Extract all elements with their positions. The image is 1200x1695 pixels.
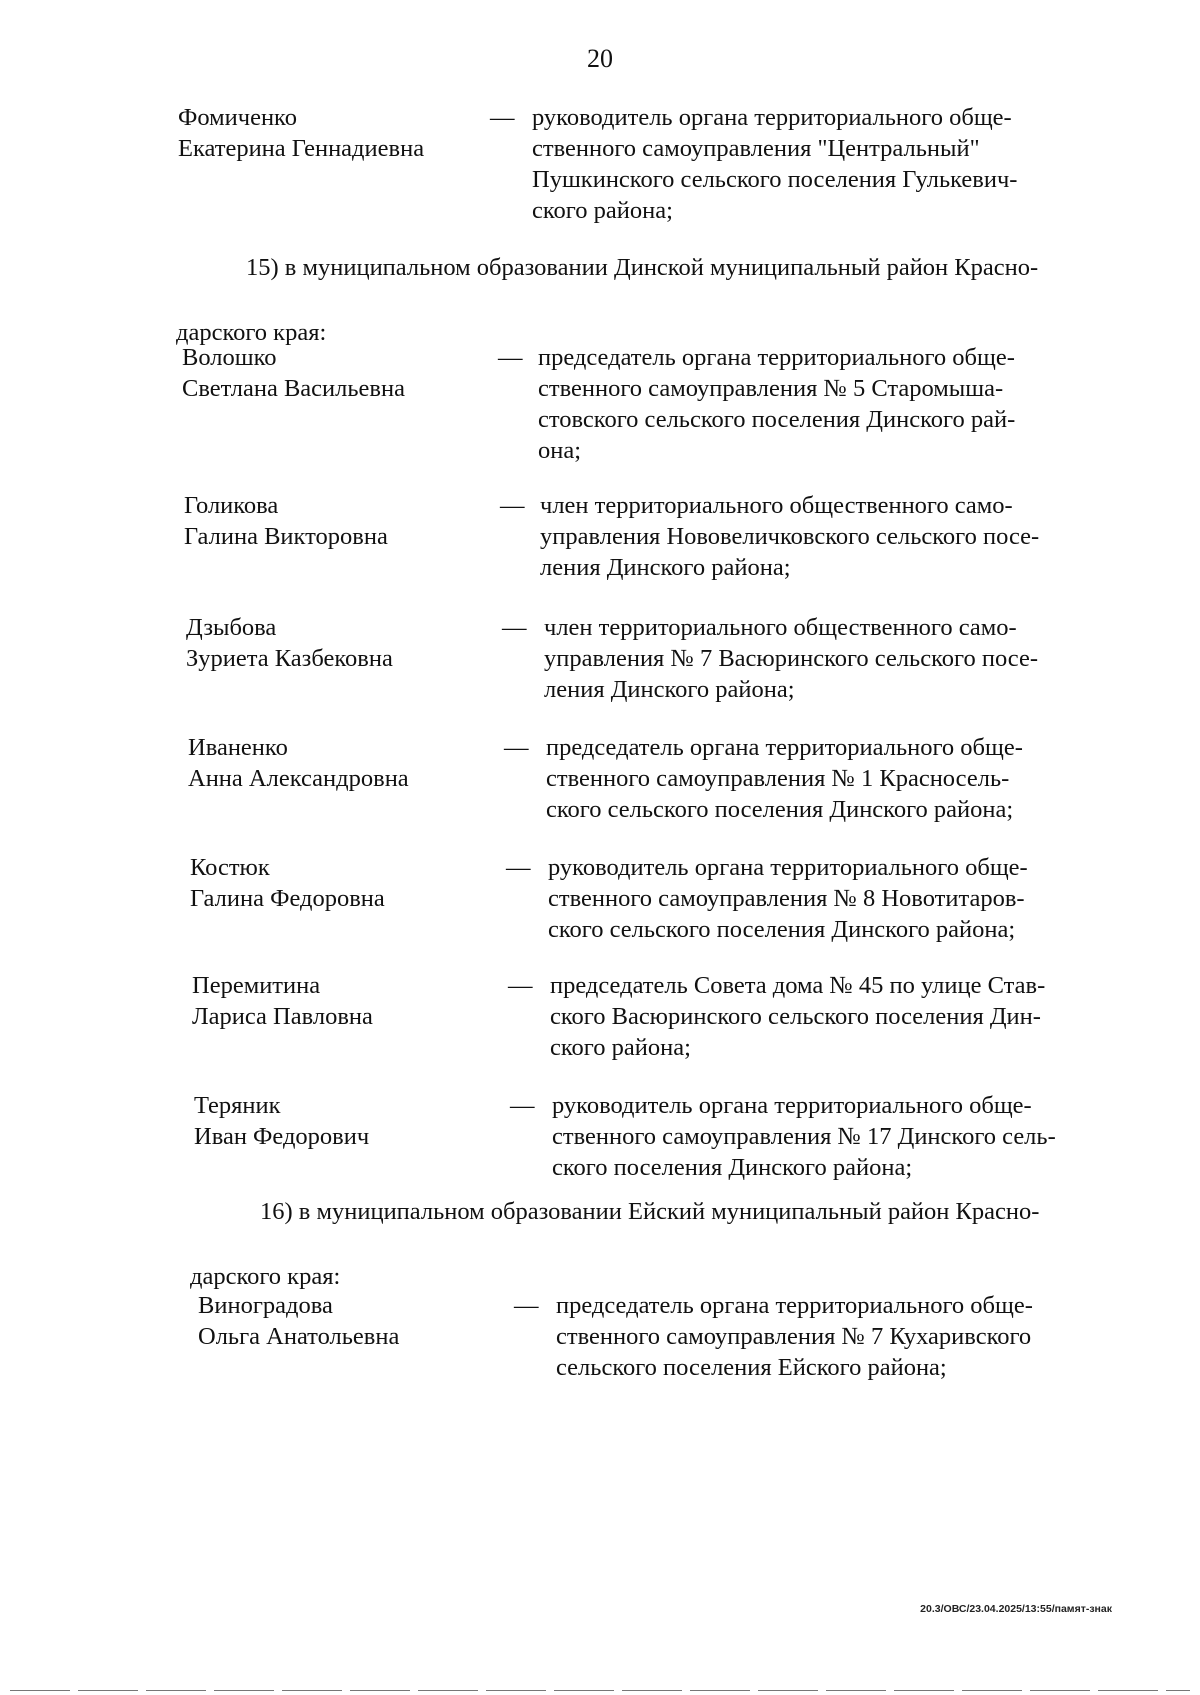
dash-separator: —: [498, 344, 523, 371]
section-heading-15: [176, 252, 1076, 348]
person-name: [178, 102, 498, 164]
position-line: ственного самоуправления № 17 Динского сель-: [552, 1123, 1056, 1150]
position-line: руководитель органа территориального обще-: [532, 104, 1012, 131]
person-name: [184, 490, 504, 552]
person-position: [540, 490, 1095, 583]
dash-separator: —: [508, 972, 533, 999]
position-line: председатель органа территориального обще-: [546, 734, 1023, 761]
person-position: [550, 970, 1105, 1063]
person-name: [190, 852, 510, 914]
section-heading-16: [190, 1196, 1090, 1292]
person-name: [198, 1290, 518, 1352]
person-surname: Виноградова: [198, 1292, 333, 1319]
person-position: [544, 612, 1099, 705]
position-line: председатель органа территориального обще-: [556, 1292, 1033, 1319]
person-given-names: Екатерина Геннадиевна: [178, 135, 425, 162]
position-line: ления Динского района;: [540, 554, 791, 581]
position-line: ления Динского района;: [544, 676, 795, 703]
position-line: стовского сельского поселения Динского рай-: [538, 406, 1016, 433]
person-surname: Иваненко: [188, 734, 288, 761]
position-line: ственного самоуправления "Центральный": [532, 135, 980, 162]
position-line: член территориального общественного само-: [540, 492, 1013, 519]
position-line: ственного самоуправления № 8 Новотитаров-: [548, 885, 1025, 912]
dash-separator: —: [514, 1292, 539, 1319]
dash-separator: —: [502, 614, 527, 641]
position-line: член территориального общественного само-: [544, 614, 1017, 641]
person-position: [532, 102, 1087, 226]
page-number: 20: [587, 44, 613, 73]
position-line: руководитель органа территориального обще-: [548, 854, 1028, 881]
position-line: ственного самоуправления № 7 Кухаривского: [556, 1323, 1032, 1350]
person-surname: Перемитина: [192, 972, 321, 999]
position-line: руководитель органа территориального обще-: [552, 1092, 1032, 1119]
person-given-names: Галина Федоровна: [190, 885, 385, 912]
position-line: управления № 7 Васюринского сельского посе-: [544, 645, 1039, 672]
person-given-names: Анна Александровна: [188, 765, 409, 792]
position-line: ского района;: [532, 197, 673, 224]
position-line: ского сельского поселения Динского района;: [548, 916, 1016, 943]
section-heading-continuation: дарского края:: [190, 1263, 341, 1290]
person-given-names: Светлана Васильевна: [182, 375, 405, 402]
person-position: [548, 852, 1103, 945]
section-heading-continuation: дарского края:: [176, 319, 327, 346]
position-line: ского района;: [550, 1034, 691, 1061]
person-surname: Волошко: [182, 344, 277, 371]
person-surname: Дзыбова: [186, 614, 277, 641]
dash-separator: —: [510, 1092, 535, 1119]
person-given-names: Иван Федорович: [194, 1123, 370, 1150]
person-surname: Голикова: [184, 492, 279, 519]
person-name: [192, 970, 512, 1032]
person-given-names: Галина Викторовна: [184, 523, 388, 550]
person-position: [556, 1290, 1111, 1383]
position-line: председатель органа территориального обще-: [538, 344, 1015, 371]
page-bottom-rule: [10, 1690, 1190, 1691]
dash-separator: —: [506, 854, 531, 881]
person-name: [186, 612, 506, 674]
position-line: ственного самоуправления № 1 Красносель-: [546, 765, 1010, 792]
person-position: [538, 342, 1093, 466]
dash-separator: —: [490, 104, 515, 131]
position-line: ского сельского поселения Динского района;: [546, 796, 1014, 823]
position-line: ского поселения Динского района;: [552, 1154, 913, 1181]
position-line: ственного самоуправления № 5 Старомыша-: [538, 375, 1004, 402]
person-surname: Фомиченко: [178, 104, 297, 131]
dash-separator: —: [504, 734, 529, 761]
position-line: сельского поселения Ейского района;: [556, 1354, 947, 1381]
position-line: председатель Совета дома № 45 по улице Став-: [550, 972, 1046, 999]
person-surname: Костюк: [190, 854, 270, 881]
person-position: [546, 732, 1101, 825]
position-line: она;: [538, 437, 582, 464]
person-given-names: Зуриета Казбековна: [186, 645, 393, 672]
position-line: Пушкинского сельского поселения Гулькевич-: [532, 166, 1018, 193]
person-given-names: Ольга Анатольевна: [198, 1323, 400, 1350]
position-line: управления Нововеличковского сельского посе-: [540, 523, 1040, 550]
person-name: [194, 1090, 514, 1152]
section-heading-line: 16) в муниципальном образовании Ейский муниципальный район Красно-: [260, 1198, 1040, 1225]
person-name: [182, 342, 502, 404]
document-reference-code: 20.3/ОВС/23.04.2025/13:55/памят-знак: [920, 1603, 1112, 1615]
dash-separator: —: [500, 492, 525, 519]
person-name: [188, 732, 508, 794]
person-given-names: Лариса Павловна: [192, 1003, 373, 1030]
position-line: ского Васюринского сельского поселения Дин-: [550, 1003, 1041, 1030]
section-heading-line: 15) в муниципальном образовании Динской муниципальный район Красно-: [246, 254, 1039, 281]
person-position: [552, 1090, 1107, 1183]
person-surname: Теряник: [194, 1092, 281, 1119]
